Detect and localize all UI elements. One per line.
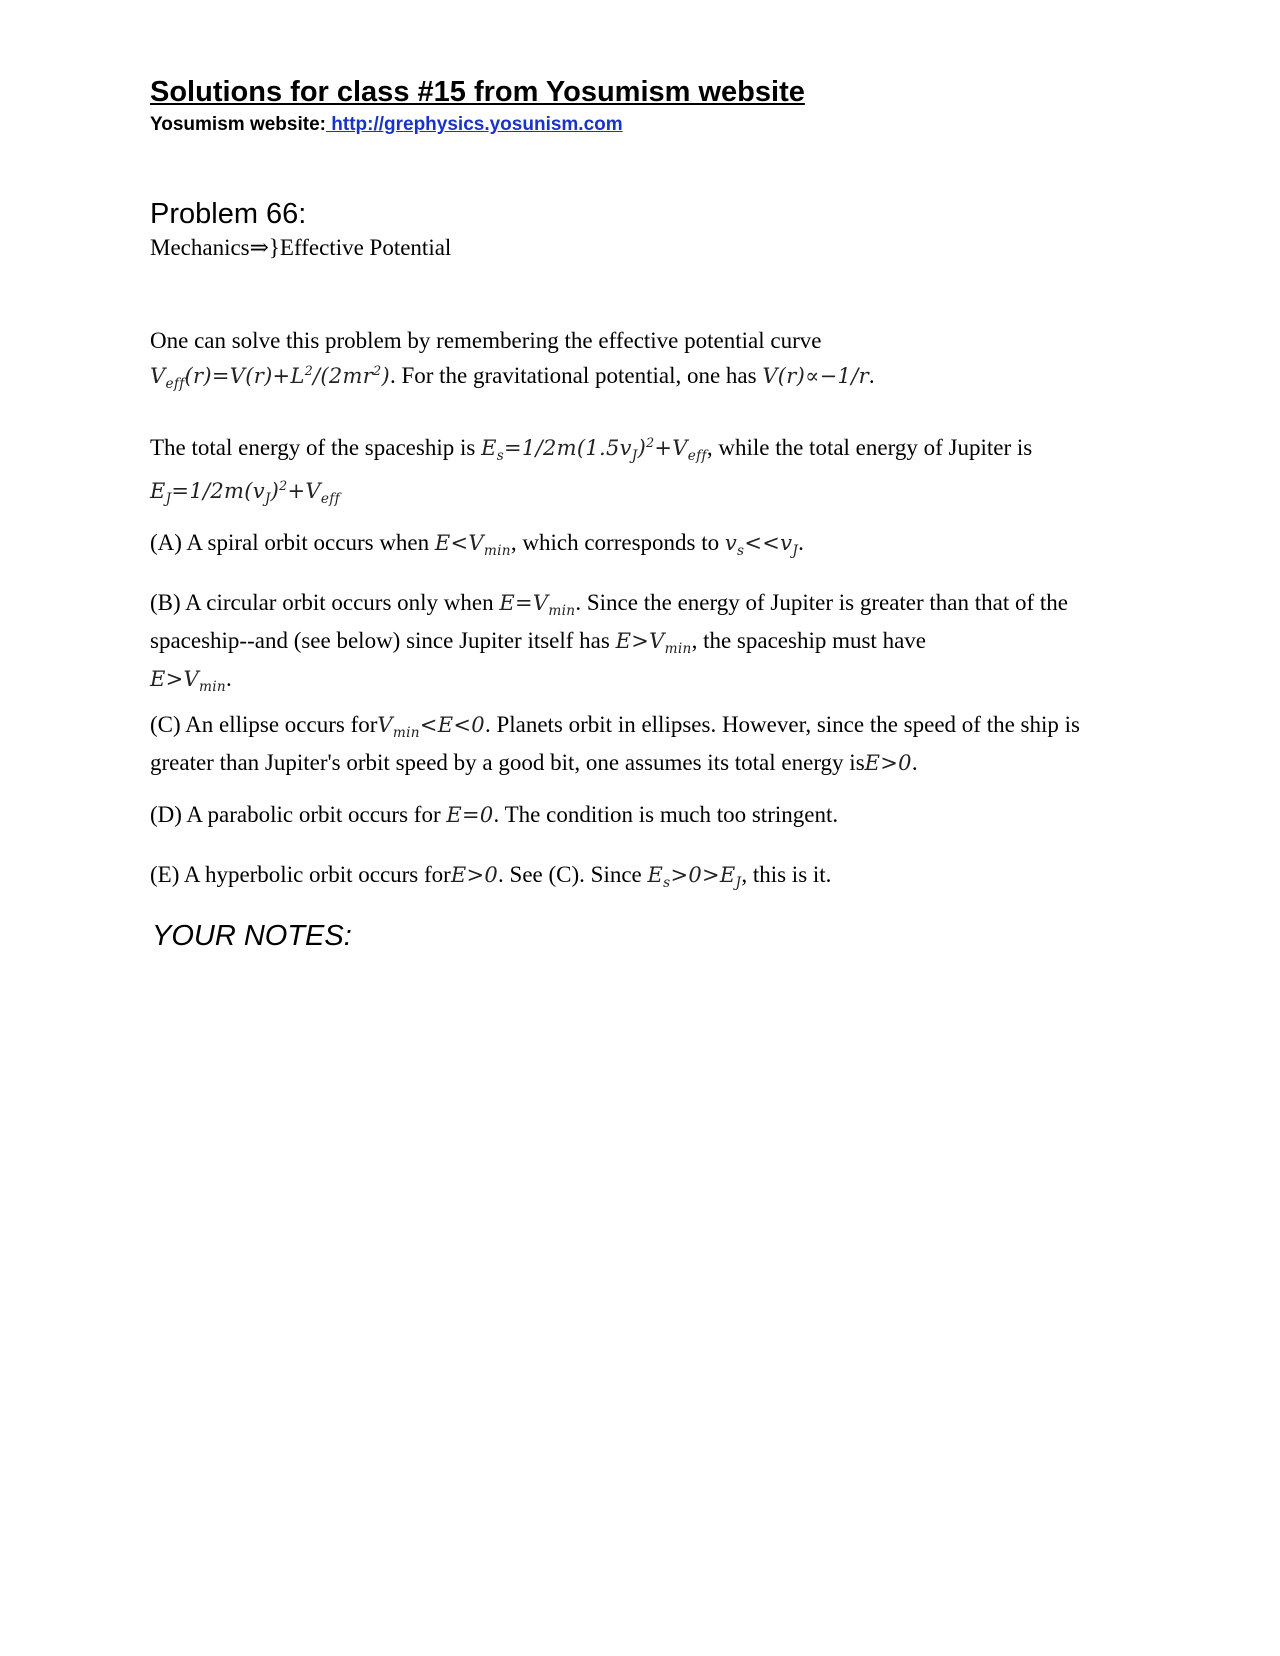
option-e-text-2: . See (C). Since bbox=[498, 862, 642, 887]
energy-text-2: , while the total energy of Jupiter is bbox=[706, 435, 1033, 461]
problem-category: Mechanics⇒}Effective Potential bbox=[150, 235, 452, 260]
notes-label: YOUR NOTES: bbox=[152, 920, 352, 952]
intro-text-3: . bbox=[868, 363, 875, 389]
problem-heading: Problem 66: bbox=[150, 198, 307, 230]
formula-e-greater-zero: E>0 bbox=[864, 750, 912, 775]
option-d-text-1: (D) A parabolic orbit occurs for bbox=[150, 802, 441, 827]
paragraph-option-c bbox=[150, 710, 1130, 778]
formula-gravitational-potential: V(r)∝−1/r bbox=[762, 364, 869, 389]
formula-e-greater-vmin-2: $E>V_{min}$ bbox=[150, 666, 226, 695]
paragraph-option-e bbox=[150, 860, 1130, 898]
paragraph-option-a bbox=[150, 528, 1130, 566]
option-a-text-1: (A) A spiral orbit occurs when bbox=[150, 530, 430, 555]
formula-e-greater-zero-2: E>0 bbox=[450, 863, 499, 887]
website-label: Yosumism website: bbox=[150, 114, 326, 135]
formula-vs-much-less-vj: $v_s<<v_J$ bbox=[724, 531, 799, 559]
website-link[interactable]: http://grephysics.yosunism.com bbox=[325, 114, 623, 135]
page-title: Solutions for class #15 from Yosumism website bbox=[150, 76, 805, 108]
formula-jupiter-energy: $E_J=1/2m(v_J)^2+V_{eff}$ bbox=[150, 477, 340, 507]
formula-e-greater-vmin: $E>V_{min}$ bbox=[615, 628, 692, 657]
formula-es-greater-zero-greater-ej: $E_s>0>E_J$ bbox=[647, 863, 742, 891]
option-c-text-2: . Planets orbit in ellipses. However, since the speed of the ship is greater than Jupiter's orbit speed by a good bit, one assumes its total energy is bbox=[150, 712, 1080, 775]
option-c-text-1: (C) An ellipse occurs for bbox=[150, 712, 378, 737]
energy-text-1: The total energy of the spaceship is bbox=[150, 435, 476, 461]
option-b-text-2: . Since the energy of Jupiter is greater than that of the spaceship--and (see below) since Jupiter itself has bbox=[150, 590, 1069, 653]
option-c-text-3: . bbox=[911, 749, 918, 775]
website-line bbox=[150, 114, 623, 136]
option-e-text-3: , this is it. bbox=[741, 862, 832, 887]
option-b-text-1: (B) A circular orbit occurs only when bbox=[150, 590, 494, 615]
paragraph-option-b bbox=[150, 588, 1130, 701]
option-a-text-2: , which corresponds to bbox=[510, 530, 720, 555]
intro-text-2: . For the gravitational potential, one has bbox=[389, 363, 757, 389]
option-a-text-3: . bbox=[798, 530, 804, 555]
formula-spaceship-energy: $E_s=1/2m(1.5v_J)^2+V_{eff}$ bbox=[481, 435, 707, 464]
paragraph-intro bbox=[150, 326, 1130, 399]
intro-text-1: One can solve this problem by remembering the effective potential curve bbox=[150, 328, 822, 353]
option-e-text-1: (E) A hyperbolic orbit occurs for bbox=[150, 862, 451, 887]
formula-vmin-less-e-less-zero: $V_{min}<E<0$ bbox=[377, 713, 485, 741]
option-b-text-3: , the spaceship must have bbox=[691, 627, 926, 653]
paragraph-energy bbox=[150, 428, 1130, 514]
formula-e-equals-vmin: $E=V_{min}$ bbox=[499, 591, 576, 619]
paragraph-option-d bbox=[150, 800, 1130, 830]
formula-e-less-vmin: $E<V_{min}$ bbox=[434, 531, 511, 559]
formula-e-equals-zero: E=0 bbox=[446, 803, 494, 827]
formula-effective-potential: $V_{eff}(r)=V(r)+L^2/(2mr^2)$ bbox=[150, 363, 390, 392]
option-b-text-4: . bbox=[225, 665, 232, 691]
option-d-text-2: . The condition is much too stringent. bbox=[493, 802, 839, 827]
